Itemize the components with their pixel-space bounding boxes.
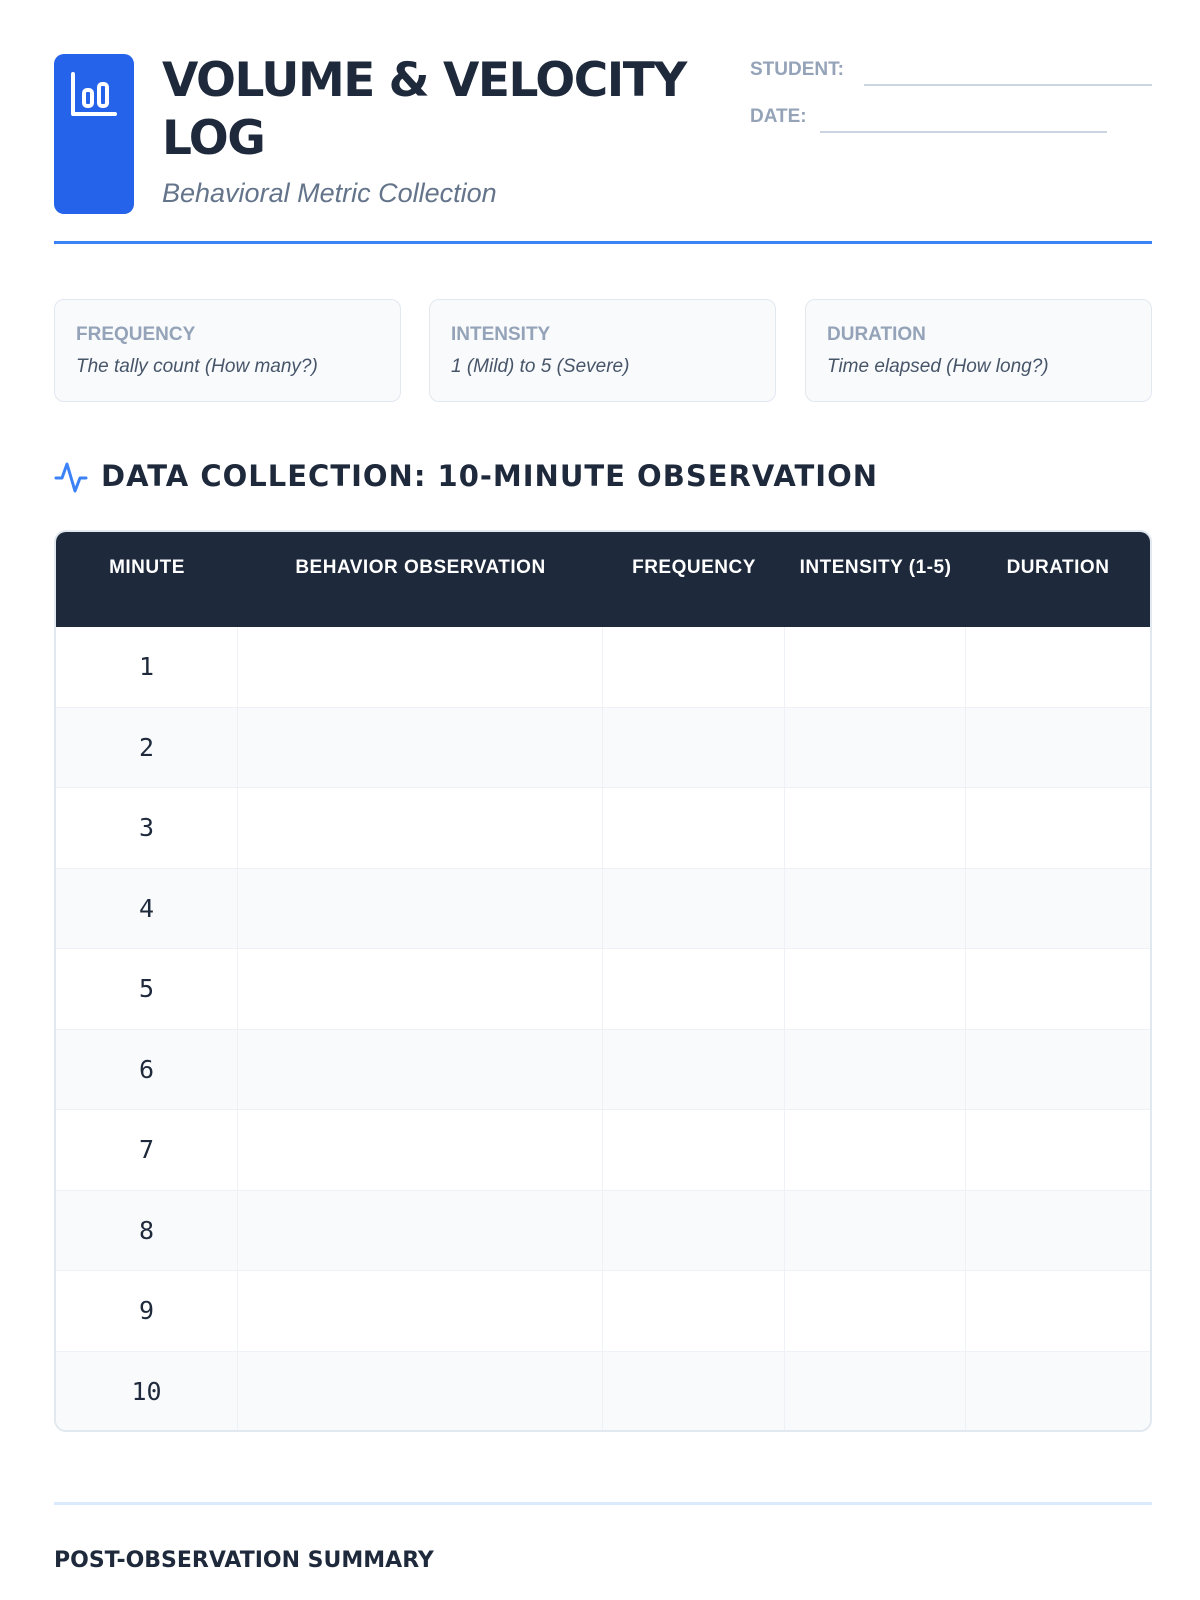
table-row	[56, 1191, 1150, 1272]
frequency-cell[interactable]	[603, 708, 785, 788]
table-row	[56, 869, 1150, 950]
activity-pulse-icon	[54, 460, 88, 494]
frequency-cell[interactable]	[603, 1191, 785, 1271]
minute-cell: 2	[56, 708, 238, 788]
frequency-cell[interactable]	[603, 1352, 785, 1433]
behavior-observation-cell[interactable]	[238, 1271, 603, 1351]
intensity-cell[interactable]	[785, 1352, 966, 1433]
intensity-cell[interactable]	[785, 1030, 966, 1110]
duration-cell[interactable]	[966, 1030, 1150, 1110]
definition-description: The tally count (How many?)	[76, 356, 318, 377]
table-row	[56, 1352, 1150, 1433]
frequency-cell[interactable]	[603, 869, 785, 949]
date-field-line[interactable]	[820, 131, 1107, 133]
minute-cell: 5	[56, 949, 238, 1029]
page-title: VOLUME & VELOCITY LOG	[162, 53, 686, 166]
page-subtitle: Behavioral Metric Collection	[162, 178, 497, 208]
minute-cell: 1	[56, 627, 238, 707]
student-field-line[interactable]	[864, 84, 1152, 86]
minute-cell: 9	[56, 1271, 238, 1351]
intensity-cell[interactable]	[785, 869, 966, 949]
logo	[54, 54, 134, 214]
date-label: DATE:	[750, 106, 807, 127]
behavior-observation-cell[interactable]	[238, 1191, 603, 1271]
worksheet-page	[54, 0, 1152, 1600]
table-row	[56, 788, 1150, 869]
duration-cell[interactable]	[966, 708, 1150, 788]
minute-cell: 7	[56, 1110, 238, 1190]
behavior-observation-cell[interactable]	[238, 949, 603, 1029]
table-row	[56, 627, 1150, 708]
intensity-cell[interactable]	[785, 949, 966, 1029]
minute-cell: 8	[56, 1191, 238, 1271]
intensity-cell[interactable]	[785, 1191, 966, 1271]
definition-title: FREQUENCY	[76, 324, 196, 345]
section-title: DATA COLLECTION: 10-MINUTE OBSERVATION	[101, 459, 879, 493]
frequency-cell[interactable]	[603, 949, 785, 1029]
duration-cell[interactable]	[966, 627, 1150, 707]
behavior-observation-cell[interactable]	[238, 1352, 603, 1433]
duration-cell[interactable]	[966, 1352, 1150, 1433]
intensity-cell[interactable]	[785, 788, 966, 868]
definition-description: Time elapsed (How long?)	[827, 356, 1049, 377]
frequency-cell[interactable]	[603, 1030, 785, 1110]
behavior-observation-cell[interactable]	[238, 1110, 603, 1190]
duration-cell[interactable]	[966, 1110, 1150, 1190]
behavior-observation-cell[interactable]	[238, 1030, 603, 1110]
behavior-observation-cell[interactable]	[238, 869, 603, 949]
minute-cell: 4	[56, 869, 238, 949]
behavior-observation-cell[interactable]	[238, 788, 603, 868]
intensity-cell[interactable]	[785, 1271, 966, 1351]
duration-cell[interactable]	[966, 1191, 1150, 1271]
duration-cell[interactable]	[966, 949, 1150, 1029]
definition-card-frequency	[54, 299, 401, 402]
intensity-cell[interactable]	[785, 708, 966, 788]
table-row	[56, 1271, 1150, 1352]
table-row	[56, 1030, 1150, 1111]
intensity-cell[interactable]	[785, 627, 966, 707]
duration-cell[interactable]	[966, 1271, 1150, 1351]
column-header-duration: DURATION	[1006, 557, 1110, 578]
frequency-cell[interactable]	[603, 1110, 785, 1190]
column-header-intensity: INTENSITY (1-5)	[799, 557, 952, 578]
observation-table	[54, 530, 1152, 1432]
table-body	[56, 627, 1150, 1432]
definition-card-duration	[805, 299, 1152, 402]
definition-card-intensity	[429, 299, 776, 402]
table-row	[56, 949, 1150, 1030]
frequency-cell[interactable]	[603, 1271, 785, 1351]
frequency-cell[interactable]	[603, 627, 785, 707]
definition-title: INTENSITY	[451, 324, 551, 345]
definition-title: DURATION	[827, 324, 926, 345]
column-header-minute: MINUTE	[109, 557, 185, 578]
summary-title: POST-OBSERVATION SUMMARY	[54, 1548, 434, 1573]
bar-chart-icon	[70, 70, 118, 118]
minute-cell: 10	[56, 1352, 238, 1433]
table-header	[56, 532, 1150, 627]
column-header-frequency: FREQUENCY	[632, 557, 756, 578]
behavior-observation-cell[interactable]	[238, 627, 603, 707]
duration-cell[interactable]	[966, 788, 1150, 868]
table-row	[56, 708, 1150, 789]
definition-description: 1 (Mild) to 5 (Severe)	[451, 356, 630, 377]
header-divider	[54, 241, 1152, 244]
minute-cell: 6	[56, 1030, 238, 1110]
behavior-observation-cell[interactable]	[238, 708, 603, 788]
intensity-cell[interactable]	[785, 1110, 966, 1190]
frequency-cell[interactable]	[603, 788, 785, 868]
column-header-behavior: BEHAVIOR OBSERVATION	[295, 557, 546, 578]
student-label: STUDENT:	[750, 59, 844, 80]
table-row	[56, 1110, 1150, 1191]
minute-cell: 3	[56, 788, 238, 868]
footer-divider	[54, 1502, 1152, 1505]
duration-cell[interactable]	[966, 869, 1150, 949]
